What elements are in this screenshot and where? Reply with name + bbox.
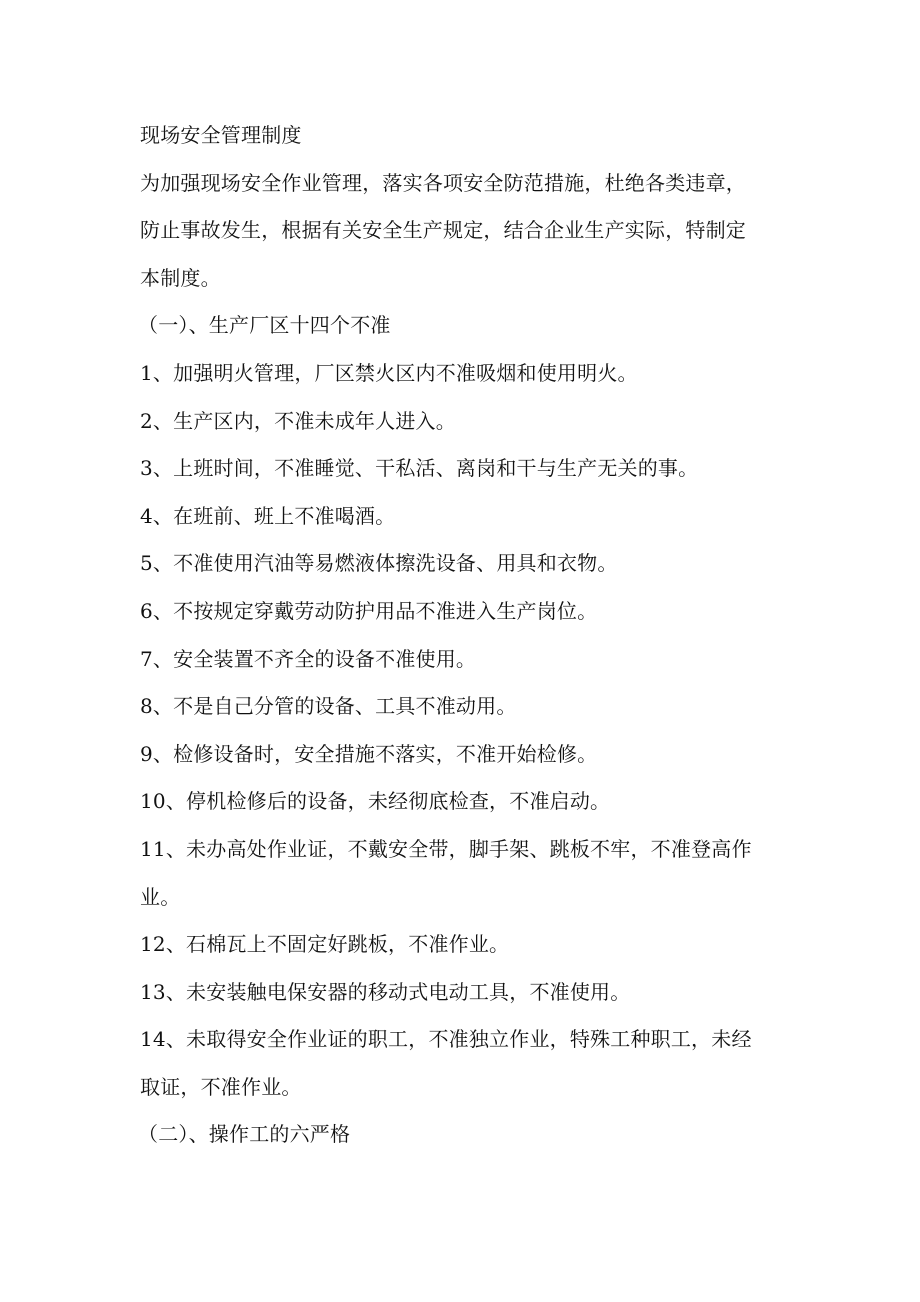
list-item: 10、停机检修后的设备，未经彻底检查，不准启动。 bbox=[140, 789, 611, 814]
list-item: 3、上班时间，不准睡觉、干私活、离岗和干与生产无关的事。 bbox=[140, 456, 699, 481]
intro-line: 防止事故发生，根据有关安全生产规定，结合企业生产实际，特制定 bbox=[140, 218, 746, 243]
list-item: 8、不是自己分管的设备、工具不准动用。 bbox=[140, 694, 517, 719]
list-item: 4、在班前、班上不准喝酒。 bbox=[140, 503, 396, 528]
document-body bbox=[140, 112, 800, 1159]
intro-line: 本制度。 bbox=[140, 265, 221, 290]
list-item: 11、未办高处作业证，不戴安全带，脚手架、跳板不牢，不准登高作 bbox=[140, 836, 752, 861]
list-item: 6、不按规定穿戴劳动防护用品不准进入生产岗位。 bbox=[140, 598, 598, 623]
list-item: 14、未取得安全作业证的职工，不准独立作业，特殊工种职工，未经 bbox=[140, 1027, 752, 1052]
intro-line: 为加强现场安全作业管理，落实各项安全防范措施，杜绝各类违章， bbox=[140, 170, 746, 195]
list-item: 7、安全装置不齐全的设备不准使用。 bbox=[140, 646, 477, 671]
document-title: 现场安全管理制度 bbox=[140, 123, 302, 147]
section-heading-2: （二）、操作工的六严格 bbox=[138, 1122, 351, 1147]
list-item: 1、加强明火管理，厂区禁火区内不准吸烟和使用明火。 bbox=[140, 360, 638, 385]
list-item: 9、检修设备时，安全措施不落实，不准开始检修。 bbox=[140, 741, 598, 766]
list-item: 12、石棉瓦上不固定好跳板，不准作业。 bbox=[140, 932, 510, 957]
list-item-continuation: 业。 bbox=[140, 884, 181, 909]
list-item: 13、未安装触电保安器的移动式电动工具，不准使用。 bbox=[140, 979, 631, 1004]
section-heading-1: （一）、生产厂区十四个不准 bbox=[138, 313, 391, 338]
list-item: 2、生产区内，不准未成年人进入。 bbox=[140, 408, 456, 433]
list-item-continuation: 取证，不准作业。 bbox=[140, 1074, 302, 1099]
list-item: 5、不准使用汽油等易燃液体擦洗设备、用具和衣物。 bbox=[140, 551, 618, 576]
